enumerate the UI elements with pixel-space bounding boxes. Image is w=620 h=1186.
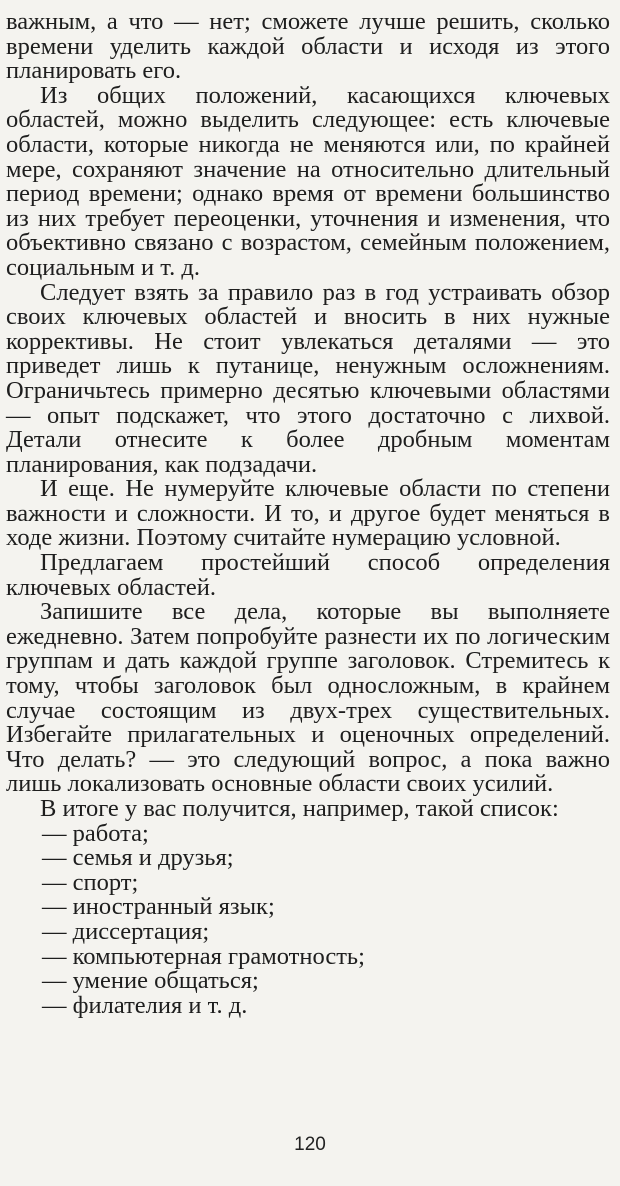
list-item: — семья и друзья;: [42, 844, 234, 872]
page-number: 120: [294, 1134, 326, 1155]
list-item: — компьютерная грамотность;: [42, 942, 365, 970]
list-item: — иностранный язык;: [42, 893, 275, 921]
paragraph-list-intro: В итоге у вас получится, например, такой список:: [40, 795, 559, 822]
paragraph-continuation: важным, а что — нет; сможете лучше решить, сколько времени уделить каждой области и исходя из этого планировать его.: [6, 8, 610, 85]
paragraph-yearly-review: Следует взять за правило раз в год устраивать обзор своих ключевых областей и вносить в них нужные коррективы. Не стоит увлекаться деталями — это приведет лишь к путанице, ненужным осложнениям. Ограничьтесь примерно десятью ключевыми областями — опыт подскажет, что этого достаточно с лихвой. Детали отнесите к более дробным моментам планирования, как подзадачи.: [6, 278, 610, 478]
list-item: — умение общаться;: [42, 967, 259, 995]
paragraph-method-intro: Предлагаем простейший способ определения ключевых областей.: [6, 549, 610, 601]
list-item: — спорт;: [42, 868, 139, 896]
paragraph-numbering: И еще. Не нумеруйте ключевые области по степени важности и сложности. И то, и другое будет меняться в ходе жизни. Поэтому считайте нумерацию условной.: [6, 475, 610, 552]
key-areas-list: [6, 819, 610, 1019]
list-item: — диссертация;: [42, 917, 210, 945]
paragraph-method-steps: Запишите все дела, которые вы выполняете ежедневно. Затем попробуйте разнести их по логическим группам и дать каждой группе заголовок. Стремитесь к тому, чтобы заголовок был односложным, в крайнем случае состоящим из двух-трех существительных. Избегайте прилагательных и оценочных определений. Что делать? — это следующий вопрос, а пока важно лишь локализовать основные области своих усилий.: [6, 598, 610, 798]
list-item: — работа;: [42, 819, 149, 847]
paragraph-general-provisions: Из общих положений, касающихся ключевых областей, можно выделить следующее: есть ключевые области, которые никогда не меняются или, по крайней мере, сохраняют значение на относительно длительный период времени; однако время от времени большинство из них требует переоценки, уточнения и изменения, что объективно связано с возрастом, семейным положением, социальным и т. д.: [6, 81, 610, 281]
list-item: — филателия и т. д.: [42, 991, 248, 1019]
